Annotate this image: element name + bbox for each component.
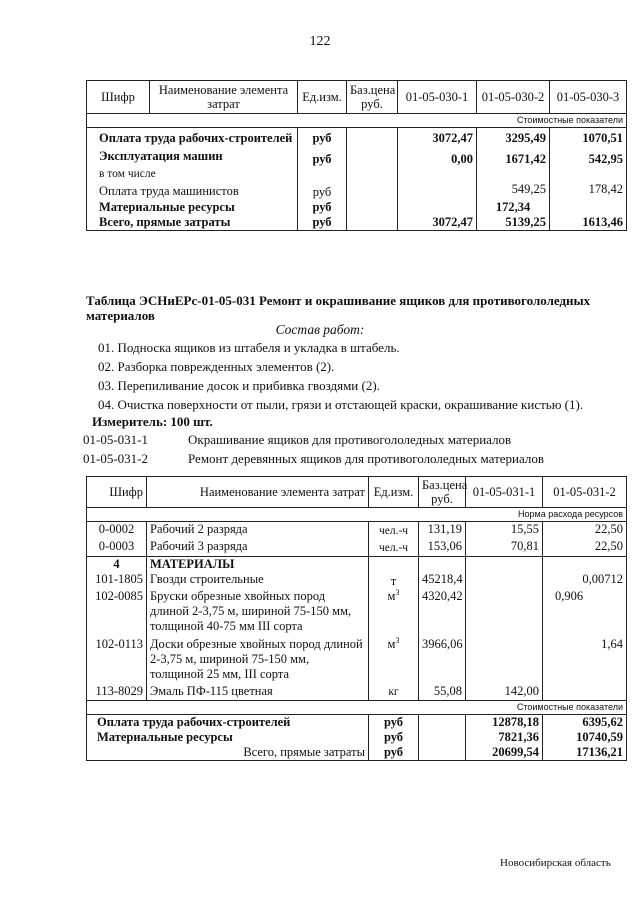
row-value-1: 12878,18 xyxy=(466,715,543,731)
footer-region: Новосибирская область xyxy=(500,857,611,869)
header-col-031-2: 01-05-031-2 xyxy=(543,477,627,508)
row-value-2: 1671,42 xyxy=(477,146,550,167)
section-label: Стоимостные показатели xyxy=(87,114,627,128)
code-desc: Окрашивание ящиков для противогололедных материалов xyxy=(188,432,512,447)
row-name: Оплата труда рабочих-строителей xyxy=(87,715,369,731)
row-value-1: 20699,54 xyxy=(466,745,543,761)
table-row xyxy=(87,715,627,731)
code: 01-05-031-1 xyxy=(83,432,148,447)
header-col-030-1: 01-05-030-1 xyxy=(398,81,477,114)
row-unit: руб xyxy=(298,200,347,215)
row-unit: $м^3$ xyxy=(369,634,419,682)
table-row xyxy=(87,557,627,573)
table-row xyxy=(87,522,627,540)
row-code: 4 xyxy=(87,557,147,573)
table-row xyxy=(87,682,627,701)
page-number: 122 xyxy=(309,34,331,49)
row-name: Всего, прямые затраты xyxy=(87,215,298,231)
row-value-1: 3072,47 xyxy=(398,128,477,147)
row-price: 153,06 xyxy=(419,539,466,557)
row-unit: руб xyxy=(298,215,347,231)
code-desc: Ремонт деревянных ящиков для противогололедных материалов xyxy=(188,451,545,466)
header-col-031-1: 01-05-031-1 xyxy=(466,477,543,508)
row-price: 3966,06 xyxy=(419,634,466,682)
row-code: 0-0003 xyxy=(87,539,147,557)
row-name: Рабочий 3 разряда xyxy=(147,539,369,557)
table-row xyxy=(87,182,627,200)
row-unit: чел.-ч xyxy=(369,539,419,557)
row-value-1: 3072,47 xyxy=(398,215,477,231)
row-name: Рабочий 2 разряда xyxy=(147,522,369,540)
row-value-2: 22,50 xyxy=(543,539,627,557)
row-value-3: 1070,51 xyxy=(550,128,627,147)
row-name: Доски обрезные хвойных пород длиной 2-3,75 м, шириной 75-150 мм, толщиной 25 мм, III сорта xyxy=(147,634,369,682)
header-name: Наименование элемента затрат xyxy=(147,477,369,508)
row-name: Материальные ресурсы xyxy=(87,730,369,745)
row-unit: $м^3$ xyxy=(369,589,419,634)
row-code: 0-0002 xyxy=(87,522,147,540)
row-unit: руб xyxy=(369,745,419,761)
row-code: 101-1805 xyxy=(87,572,147,589)
code-item xyxy=(83,432,511,448)
header-name: Наименование элемента затрат xyxy=(150,81,298,114)
row-value-2: 5139,25 xyxy=(477,215,550,231)
work-item: 04. Очистка поверхности от пыли, грязи и отстающей краски, окрашивание кистью (1). xyxy=(98,397,584,412)
work-composition-title: Состав работ: xyxy=(275,322,365,337)
row-unit: кг xyxy=(369,682,419,701)
header-col-030-3: 01-05-030-3 xyxy=(550,81,627,114)
table-row xyxy=(87,572,627,589)
table-row xyxy=(87,634,627,682)
section-label-resources: Норма расхода ресурсов xyxy=(87,508,627,522)
row-name: Бруски обрезные хвойных пород длиной 2-3,75 м, шириной 75-150 мм, толщиной 40-75 мм III сорта xyxy=(147,589,369,634)
row-code: 102-0085 xyxy=(87,589,147,634)
row-unit: руб xyxy=(298,146,347,167)
table-row xyxy=(87,167,627,182)
row-value-2: 17136,21 xyxy=(543,745,627,761)
row-value-3: 542,95 xyxy=(550,146,627,167)
row-name: Материальные ресурсы xyxy=(87,200,298,215)
work-item: 03. Перепиливание досок и прибивка гвоздями (2). xyxy=(98,378,380,393)
resource-table-01-05-031 xyxy=(86,476,627,761)
header-base-price: Баз.цена руб. xyxy=(347,81,398,114)
row-value-2: 0,00712 xyxy=(543,572,627,589)
row-value-1: 15,55 xyxy=(466,522,543,540)
row-unit: руб xyxy=(369,715,419,731)
code-item xyxy=(83,451,544,467)
table-row xyxy=(87,146,627,167)
row-value-3: 1613,46 xyxy=(550,215,627,231)
table-row xyxy=(87,745,627,761)
row-unit: руб xyxy=(298,128,347,147)
row-unit: руб xyxy=(369,730,419,745)
row-code: 113-8029 xyxy=(87,682,147,701)
row-name: Эмаль ПФ-115 цветная xyxy=(147,682,369,701)
header-unit: Ед.изм. xyxy=(298,81,347,114)
row-unit: т xyxy=(369,572,419,589)
row-price: 131,19 xyxy=(419,522,466,540)
table-row xyxy=(87,730,627,745)
row-value-2: 10740,59 xyxy=(543,730,627,745)
row-unit: чел.-ч xyxy=(369,522,419,540)
row-name: Эксплуатация машин xyxy=(87,146,298,167)
row-value-2: 1,64 xyxy=(543,634,627,682)
row-price: 55,08 xyxy=(419,682,466,701)
table-row xyxy=(87,128,627,147)
row-value-2: 22,50 xyxy=(543,522,627,540)
row-name: Всего, прямые затраты xyxy=(87,745,369,761)
section-label-costs: Стоимостные показатели xyxy=(87,701,627,715)
row-value-1: 70,81 xyxy=(466,539,543,557)
row-name: Оплата труда машинистов xyxy=(87,182,298,200)
header-code: Шифр xyxy=(87,477,147,508)
row-value-2: 6395,62 xyxy=(543,715,627,731)
measure-unit: Измеритель: 100 шт. xyxy=(92,414,213,429)
row-value-2: 172,34 xyxy=(477,200,550,215)
row-value-1: 0,00 xyxy=(398,146,477,167)
cost-table-01-05-030 xyxy=(86,80,627,231)
work-item: 02. Разборка поврежденных элементов (2). xyxy=(98,359,335,374)
header-col-030-2: 01-05-030-2 xyxy=(477,81,550,114)
table-row xyxy=(87,539,627,557)
work-item: 01. Подноска ящиков из штабеля и укладка в штабель. xyxy=(98,340,400,355)
table-row xyxy=(87,215,627,231)
row-value-1: 7821,36 xyxy=(466,730,543,745)
table-row xyxy=(87,589,627,634)
row-name: в том числе xyxy=(87,167,298,182)
table-row xyxy=(87,200,627,215)
row-price: 4320,42 xyxy=(419,589,466,634)
header-unit: Ед.изм. xyxy=(369,477,419,508)
table-heading: Таблица ЭСНиЕРс-01-05-031 Ремонт и окрашивание ящиков для противогололедных материалов xyxy=(86,293,591,323)
header-code: Шифр xyxy=(87,81,150,114)
row-name: МАТЕРИАЛЫ xyxy=(147,557,369,573)
code: 01-05-031-2 xyxy=(83,451,148,466)
row-value-2: 3295,49 xyxy=(477,128,550,147)
row-name: Оплата труда рабочих-строителей xyxy=(87,128,298,147)
row-code: 102-0113 xyxy=(87,634,147,682)
row-value-1: 142,00 xyxy=(466,682,543,701)
row-value-3: 178,42 xyxy=(550,182,627,200)
row-name: Гвозди строительные xyxy=(147,572,369,589)
row-value-2: 549,25 xyxy=(477,182,550,200)
header-base-price: Баз.цена руб. xyxy=(419,477,466,508)
row-value-2: 0,906 xyxy=(543,589,627,634)
row-unit: руб xyxy=(298,182,347,200)
row-price: 45218,4 xyxy=(419,572,466,589)
